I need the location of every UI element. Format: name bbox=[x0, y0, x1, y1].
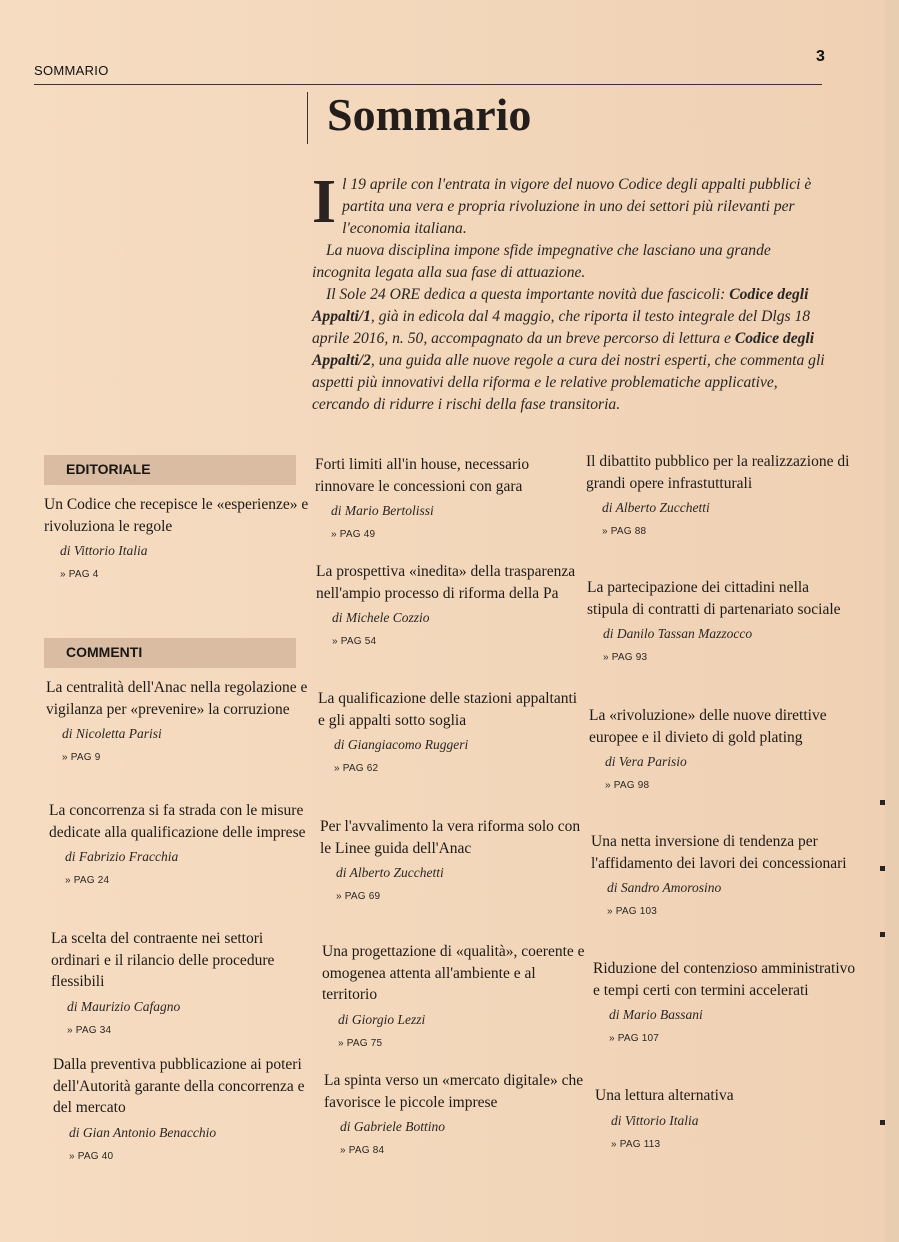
entry-author: di Alberto Zucchetti bbox=[336, 865, 444, 880]
entry-title: Una progettazione di «qualità», coerente e omogenea attenta all'ambiente e al territorio bbox=[322, 943, 585, 1003]
page-title: Sommario bbox=[327, 89, 532, 140]
entry-page: » PAG 4 bbox=[60, 569, 99, 580]
toc-entry[interactable] bbox=[595, 1085, 860, 1150]
entry-author: di Vittorio Italia bbox=[60, 543, 148, 558]
section-header-commenti: COMMENTI bbox=[44, 638, 296, 668]
section-label: SOMMARIO bbox=[34, 63, 109, 78]
entry-title: Per l'avvalimento la vera riforma solo con le Linee guida dell'Anac bbox=[320, 818, 581, 857]
entry-title: La prospettiva «inedita» della trasparenza nell'ampio processo di riforma della Pa bbox=[316, 563, 576, 602]
toc-entry[interactable] bbox=[322, 941, 587, 1049]
entry-title: La concorrenza si fa strada con le misure dedicate alla qualificazione delle imprese bbox=[49, 802, 306, 841]
intro-text bbox=[312, 168, 827, 416]
entry-author: di Vera Parisio bbox=[605, 754, 687, 769]
drop-cap: I bbox=[312, 168, 337, 236]
entry-page: » PAG 49 bbox=[331, 529, 376, 540]
margin-mark bbox=[880, 932, 885, 937]
entry-page: » PAG 75 bbox=[338, 1037, 383, 1049]
toc-entry[interactable] bbox=[593, 958, 858, 1044]
entry-page: » PAG 84 bbox=[340, 1145, 385, 1156]
entry-author: di Mario Bassani bbox=[609, 1007, 703, 1022]
title-rule bbox=[307, 92, 308, 144]
entry-title: Riduzione del contenzioso amministrativo e tempi certi con termini accelerati bbox=[593, 960, 856, 999]
toc-entry[interactable] bbox=[316, 561, 581, 647]
toc-entry[interactable] bbox=[318, 688, 583, 774]
entry-page: » PAG 69 bbox=[336, 891, 381, 902]
entry-author: di Vittorio Italia bbox=[611, 1112, 699, 1128]
entry-author: di Alberto Zucchetti bbox=[602, 500, 710, 515]
entry-title: Una netta inversione di tendenza per l'affidamento dei lavori dei concessionari bbox=[591, 833, 847, 872]
margin-mark bbox=[880, 866, 885, 871]
entry-title: La centralità dell'Anac nella regolazione e vigilanza per «prevenire» la corruzione bbox=[46, 679, 308, 718]
entry-author: di Gabriele Bottino bbox=[340, 1119, 445, 1134]
toc-entry[interactable] bbox=[51, 928, 316, 1036]
entry-author: di Giorgio Lezzi bbox=[338, 1011, 426, 1027]
entry-page: » PAG 34 bbox=[67, 1024, 112, 1036]
entry-author: di Giangiacomo Ruggeri bbox=[334, 737, 469, 752]
toc-entry[interactable] bbox=[320, 816, 585, 902]
entry-page: » PAG 54 bbox=[332, 636, 377, 647]
toc-entry[interactable] bbox=[315, 454, 580, 540]
header-rule bbox=[34, 84, 822, 85]
entry-page: » PAG 103 bbox=[607, 906, 657, 917]
entry-page: » PAG 9 bbox=[62, 752, 101, 763]
entry-page: » PAG 113 bbox=[611, 1138, 661, 1150]
entry-page: » PAG 62 bbox=[334, 763, 379, 774]
intro-paragraph-3: Il Sole 24 ORE dedica a questa importante novità due fascicoli: Codice degli Appalti/1, già in edicola dal 4 maggio, che riporta il testo integrale del Dlgs 18 aprile 2016, n. 50, accompagnato da un breve percorso di lettura e Codice degli Appalti/2, una guida alle nuove regole a cura dei nostri esperti, che commenta gli aspetti più innovativi della riforma e le relative problematiche applicative, cercando di ridurre i rischi della fase transitoria. bbox=[312, 286, 825, 413]
entry-author: di Mario Bertolissi bbox=[331, 503, 434, 518]
entry-title: La spinta verso un «mercato digitale» che favorisce le piccole imprese bbox=[324, 1072, 584, 1111]
toc-entry[interactable] bbox=[46, 677, 311, 763]
intro-paragraph-2: La nuova disciplina impone sfide impegnative che lasciano una grande incognita legata alla sua fase di attuazione. bbox=[312, 242, 771, 281]
entry-title: La qualificazione delle stazioni appaltanti e gli appalti sotto soglia bbox=[318, 690, 578, 729]
toc-entry[interactable] bbox=[53, 1054, 318, 1162]
toc-entry[interactable] bbox=[586, 451, 851, 537]
toc-entry[interactable] bbox=[44, 494, 309, 580]
margin-mark bbox=[880, 1120, 885, 1125]
entry-author: di Fabrizio Fracchia bbox=[65, 849, 179, 864]
entry-title: Dalla preventiva pubblicazione ai poteri dell'Autorità garante della concorrenza e del mercato bbox=[53, 1056, 305, 1116]
entry-author: di Gian Antonio Benacchio bbox=[69, 1124, 217, 1140]
toc-entry[interactable] bbox=[589, 705, 854, 791]
toc-entry[interactable] bbox=[591, 831, 856, 917]
page-number: 3 bbox=[816, 48, 825, 65]
entry-title: Il dibattito pubblico per la realizzazione di grandi opere infrastutturali bbox=[586, 453, 850, 492]
entry-page: » PAG 93 bbox=[603, 652, 648, 663]
entry-author: di Maurizio Cafagno bbox=[67, 998, 181, 1014]
page-edge bbox=[885, 0, 899, 1242]
intro-paragraph-1: Il 19 aprile con l'entrata in vigore del nuovo Codice degli appalti pubblici è partita una vera e propria rivoluzione in uno dei settori più rilevanti per l'economia italiana. bbox=[312, 168, 812, 237]
entry-page: » PAG 40 bbox=[69, 1150, 114, 1162]
entry-page: » PAG 107 bbox=[609, 1033, 659, 1044]
margin-mark bbox=[880, 800, 885, 805]
entry-title: La partecipazione dei cittadini nella stipula di contratti di partenariato sociale bbox=[587, 579, 841, 618]
entry-title: Un Codice che recepisce le «esperienze» e rivoluziona le regole bbox=[44, 496, 309, 535]
entry-page: » PAG 24 bbox=[65, 875, 110, 886]
section-header-editoriale: EDITORIALE bbox=[44, 455, 296, 485]
toc-entry[interactable] bbox=[587, 577, 852, 663]
entry-author: di Sandro Amorosino bbox=[607, 880, 722, 895]
entry-author: di Nicoletta Parisi bbox=[62, 726, 162, 741]
entry-author: di Michele Cozzio bbox=[332, 610, 430, 625]
entry-author: di Danilo Tassan Mazzocco bbox=[603, 626, 753, 641]
entry-title: Forti limiti all'in house, necessario rinnovare le concessioni con gara bbox=[315, 456, 530, 495]
toc-entry[interactable] bbox=[324, 1070, 589, 1156]
entry-page: » PAG 88 bbox=[602, 526, 647, 537]
entry-page: » PAG 98 bbox=[605, 780, 650, 791]
entry-title: Una lettura alternativa bbox=[595, 1087, 734, 1104]
entry-title: La scelta del contraente nei settori ordinari e il rilancio delle procedure flessibili bbox=[51, 930, 275, 990]
toc-entry[interactable] bbox=[49, 800, 314, 886]
entry-title: La «rivoluzione» delle nuove direttive europee e il divieto di gold plating bbox=[589, 707, 827, 746]
